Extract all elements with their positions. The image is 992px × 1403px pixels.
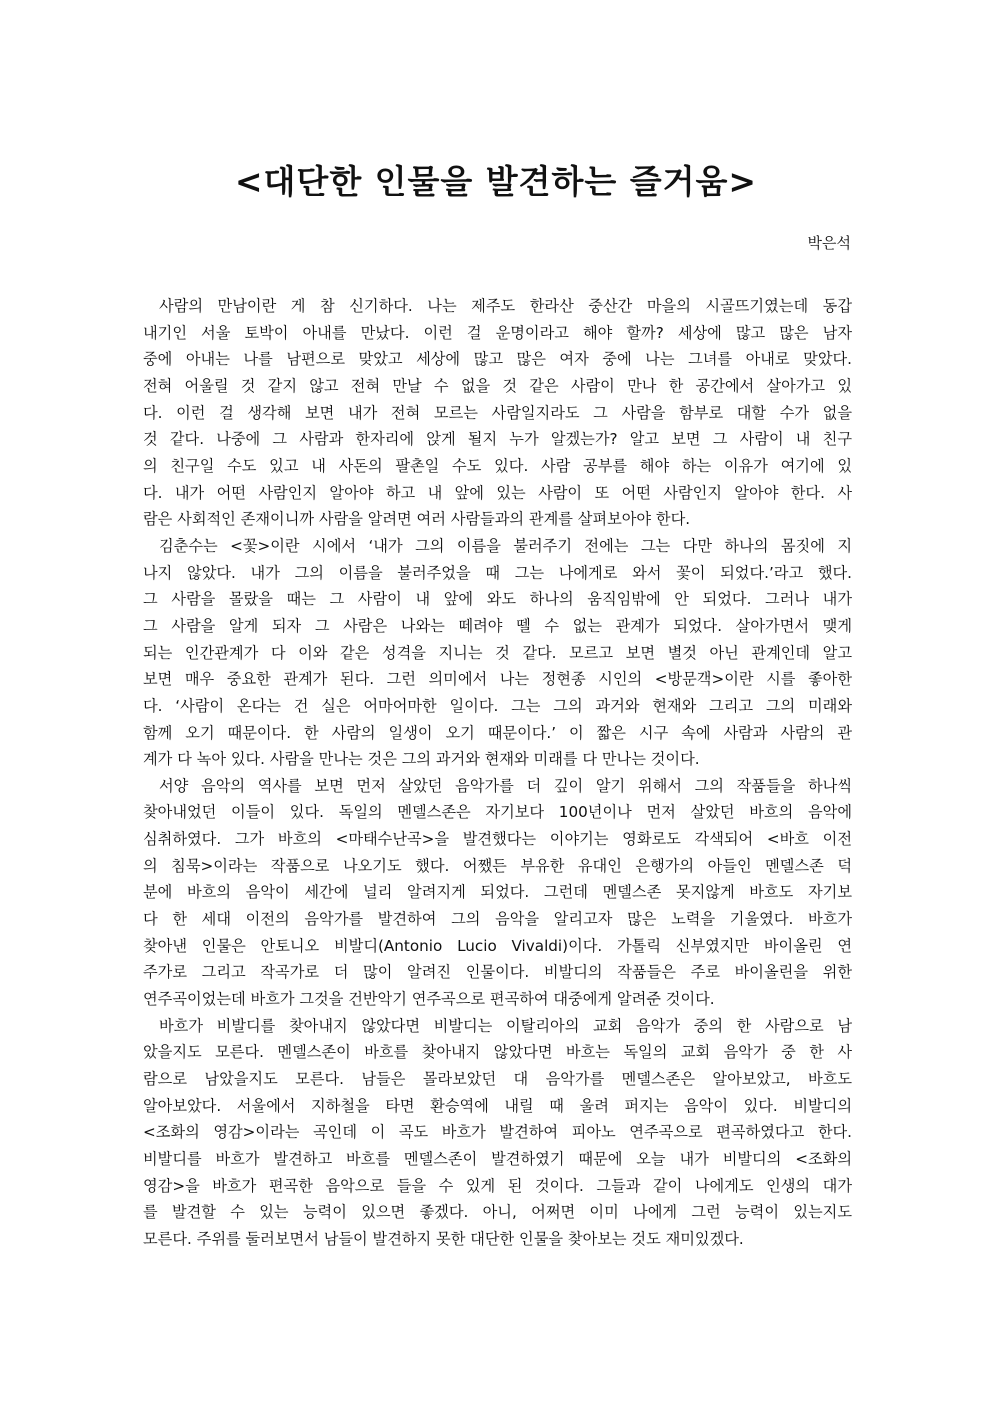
paragraph-line: 김춘수는 <꽃>이란 시에서 ‘내가 그의 이름을 불러주기 전에는 그는 다만 하나의 몸짓에 지 xyxy=(159,536,852,555)
paragraph-line: 찾아내었던 이들이 있다. 독일의 멘델스존은 자기보다 100년이나 먼저 살았던 바흐의 음악에 xyxy=(143,803,852,822)
paragraph-line: 바흐가 비발디를 찾아내지 않았다면 비발디는 이탈리아의 교회 음악가 중의 한 사람으로 남 xyxy=(159,1016,852,1035)
paragraph-line: 의 친구일 수도 있고 내 사돈의 팔촌일 수도 있다. 사람 공부를 해야 하는 이유가 여기에 있 xyxy=(143,456,852,475)
paragraph-line: 다. ‘사람이 온다는 건 실은 어마어마한 일이다. 그는 그의 과거와 현재와 그리고 그의 미래와 xyxy=(143,696,852,715)
paragraph-line: 심취하였다. 그가 바흐의 <마태수난곡>을 발견했다는 이야기는 영화로도 각색되어 <바흐 이전 xyxy=(143,830,852,849)
paragraph-line: 았을지도 모른다. 멘델스존이 바흐를 찾아내지 않았다면 바흐는 독일의 교회 음악가 중 한 사 xyxy=(143,1043,852,1062)
paragraph-line: 람은 사회적인 존재이니까 사람을 알려면 여러 사람들과의 관계를 살펴보아야 한다. xyxy=(143,510,691,529)
paragraph-line: 의 침묵>이라는 작품으로 나오기도 했다. 어쨌든 부유한 유대인 은행가의 아들인 멘델스존 덕 xyxy=(143,856,852,875)
paragraph-line: 다 한 세대 이전의 음악가를 발견하여 그의 음악을 알리고자 많은 노력을 기울였다. 바흐가 xyxy=(143,910,852,929)
paragraph-line: 중에 아내는 나를 남편으로 맞았고 세상에 많고 많은 여자 중에 나는 그녀를 아내로 맞았다. xyxy=(143,350,852,369)
paragraph-line: 그 사람을 알게 되자 그 사람은 나와는 떼려야 뗄 수 없는 관계가 되었다. 살아가면서 맺게 xyxy=(143,616,852,635)
paragraph-line: 연주곡이었는데 바흐가 그것을 건반악기 연주곡으로 편곡하여 대중에게 알려준 것이다. xyxy=(143,990,715,1009)
paragraph xyxy=(143,293,852,533)
paragraph-line: 보면 매우 중요한 관계가 된다. 그런 의미에서 나는 정현종 시인의 <방문객>이란 시를 좋아한 xyxy=(143,670,852,689)
paragraph-line: 주가로 그리고 작곡가로 더 많이 알려진 인물이다. 비발디의 작품들은 주로 바이올린을 위한 xyxy=(143,963,852,982)
paragraph-line: 다. 내가 어떤 사람인지 알아야 하고 내 앞에 있는 사람이 또 어떤 사람인지 알아야 한다. 사 xyxy=(143,483,852,502)
paragraph xyxy=(143,1013,852,1253)
paragraph-line: 모른다. 주위를 둘러보면서 남들이 발견하지 못한 대단한 인물을 찾아보는 것도 재미있겠다. xyxy=(143,1229,744,1248)
document-title: <대단한 인물을 발견하는 즐거움> xyxy=(234,162,758,201)
paragraph-line: 영감>을 바흐가 편곡한 음악으로 들을 수 있게 된 것이다. 그들과 같이 나에게도 인생의 대가 xyxy=(143,1176,852,1195)
paragraph-line: <조화의 영감>이라는 곡인데 이 곡도 바흐가 발견하여 피아노 연주곡으로 편곡하였다고 한다. xyxy=(143,1123,852,1142)
paragraph-line: 사람의 만남이란 게 참 신기하다. 나는 제주도 한라산 중산간 마을의 시골뜨기였는데 동갑 xyxy=(159,297,852,315)
paragraph-line: 서양 음악의 역사를 보면 먼저 살았던 음악가를 더 깊이 알기 위해서 그의 작품들을 하나씩 xyxy=(159,776,852,795)
paragraph xyxy=(143,773,852,1013)
author-name: 박은석 xyxy=(807,234,851,252)
paragraph-line: 다. 이런 걸 생각해 보면 내가 전혀 모르는 사람일지라도 그 사람을 함부로 대할 수가 없을 xyxy=(143,403,852,422)
paragraph-line: 알아보았다. 서울에서 지하철을 타면 환승역에 내릴 때 울려 퍼지는 음악이 있다. 비발디의 xyxy=(143,1096,852,1115)
paragraph-line: 분에 바흐의 음악이 세간에 널리 알려지게 되었다. 그런데 멘델스존 못지않게 바흐도 자기보 xyxy=(143,883,852,902)
paragraph-line: 함께 오기 때문이다. 한 사람의 일생이 오기 때문이다.’ 이 짧은 시구 속에 사람과 사람의 관 xyxy=(143,723,852,742)
paragraph xyxy=(143,533,852,773)
paragraph-line: 전혀 어울릴 것 같지 않고 전혀 만날 수 없을 것 같은 사람이 만나 한 공간에서 살아가고 있 xyxy=(143,376,852,395)
paragraph-line: 그 사람을 몰랐을 때는 그 사람이 내 앞에 와도 하나의 움직임밖에 안 되었다. 그러나 내가 xyxy=(143,590,852,609)
paragraph-line: 를 발견할 수 있는 능력이 있으면 좋겠다. 아니, 어쩌면 이미 나에게 그런 능력이 있는지도 xyxy=(143,1203,852,1222)
paragraph-line: 찾아낸 인물은 안토니오 비발디(Antonio Lucio Vivaldi)이다. 가톨릭 신부였지만 바이올린 연 xyxy=(143,936,852,955)
paragraph-line: 되는 인간관계가 다 이와 같은 성격을 지니는 것 같다. 모르고 보면 별것 아닌 관계인데 알고 xyxy=(143,643,852,662)
paragraph-line: 나지 않았다. 내가 그의 이름을 불러주었을 때 그는 나에게로 와서 꽃이 되었다.’라고 했다. xyxy=(143,563,852,582)
paragraph-line: 계가 다 녹아 있다. 사람을 만나는 것은 그의 과거와 현재와 미래를 다 만나는 것이다. xyxy=(143,750,700,769)
paragraph-line: 것 같다. 나중에 그 사람과 한자리에 앉게 될지 누가 알겠는가? 알고 보면 그 사람이 내 친구 xyxy=(143,430,852,449)
document-body xyxy=(143,293,852,1253)
paragraph-line: 람으로 남았을지도 모른다. 남들은 몰라보았던 대 음악가를 멘델스존은 알아보았고, 바흐도 xyxy=(143,1070,852,1089)
paragraph-line: 내기인 서울 토박이 아내를 만났다. 이런 걸 운명이라고 해야 할까? 세상에 많고 많은 남자 xyxy=(143,323,852,342)
paragraph-line: 비발디를 바흐가 발견하고 바흐를 멘델스존이 발견하였기 때문에 오늘 내가 비발디의 <조화의 xyxy=(143,1150,852,1168)
